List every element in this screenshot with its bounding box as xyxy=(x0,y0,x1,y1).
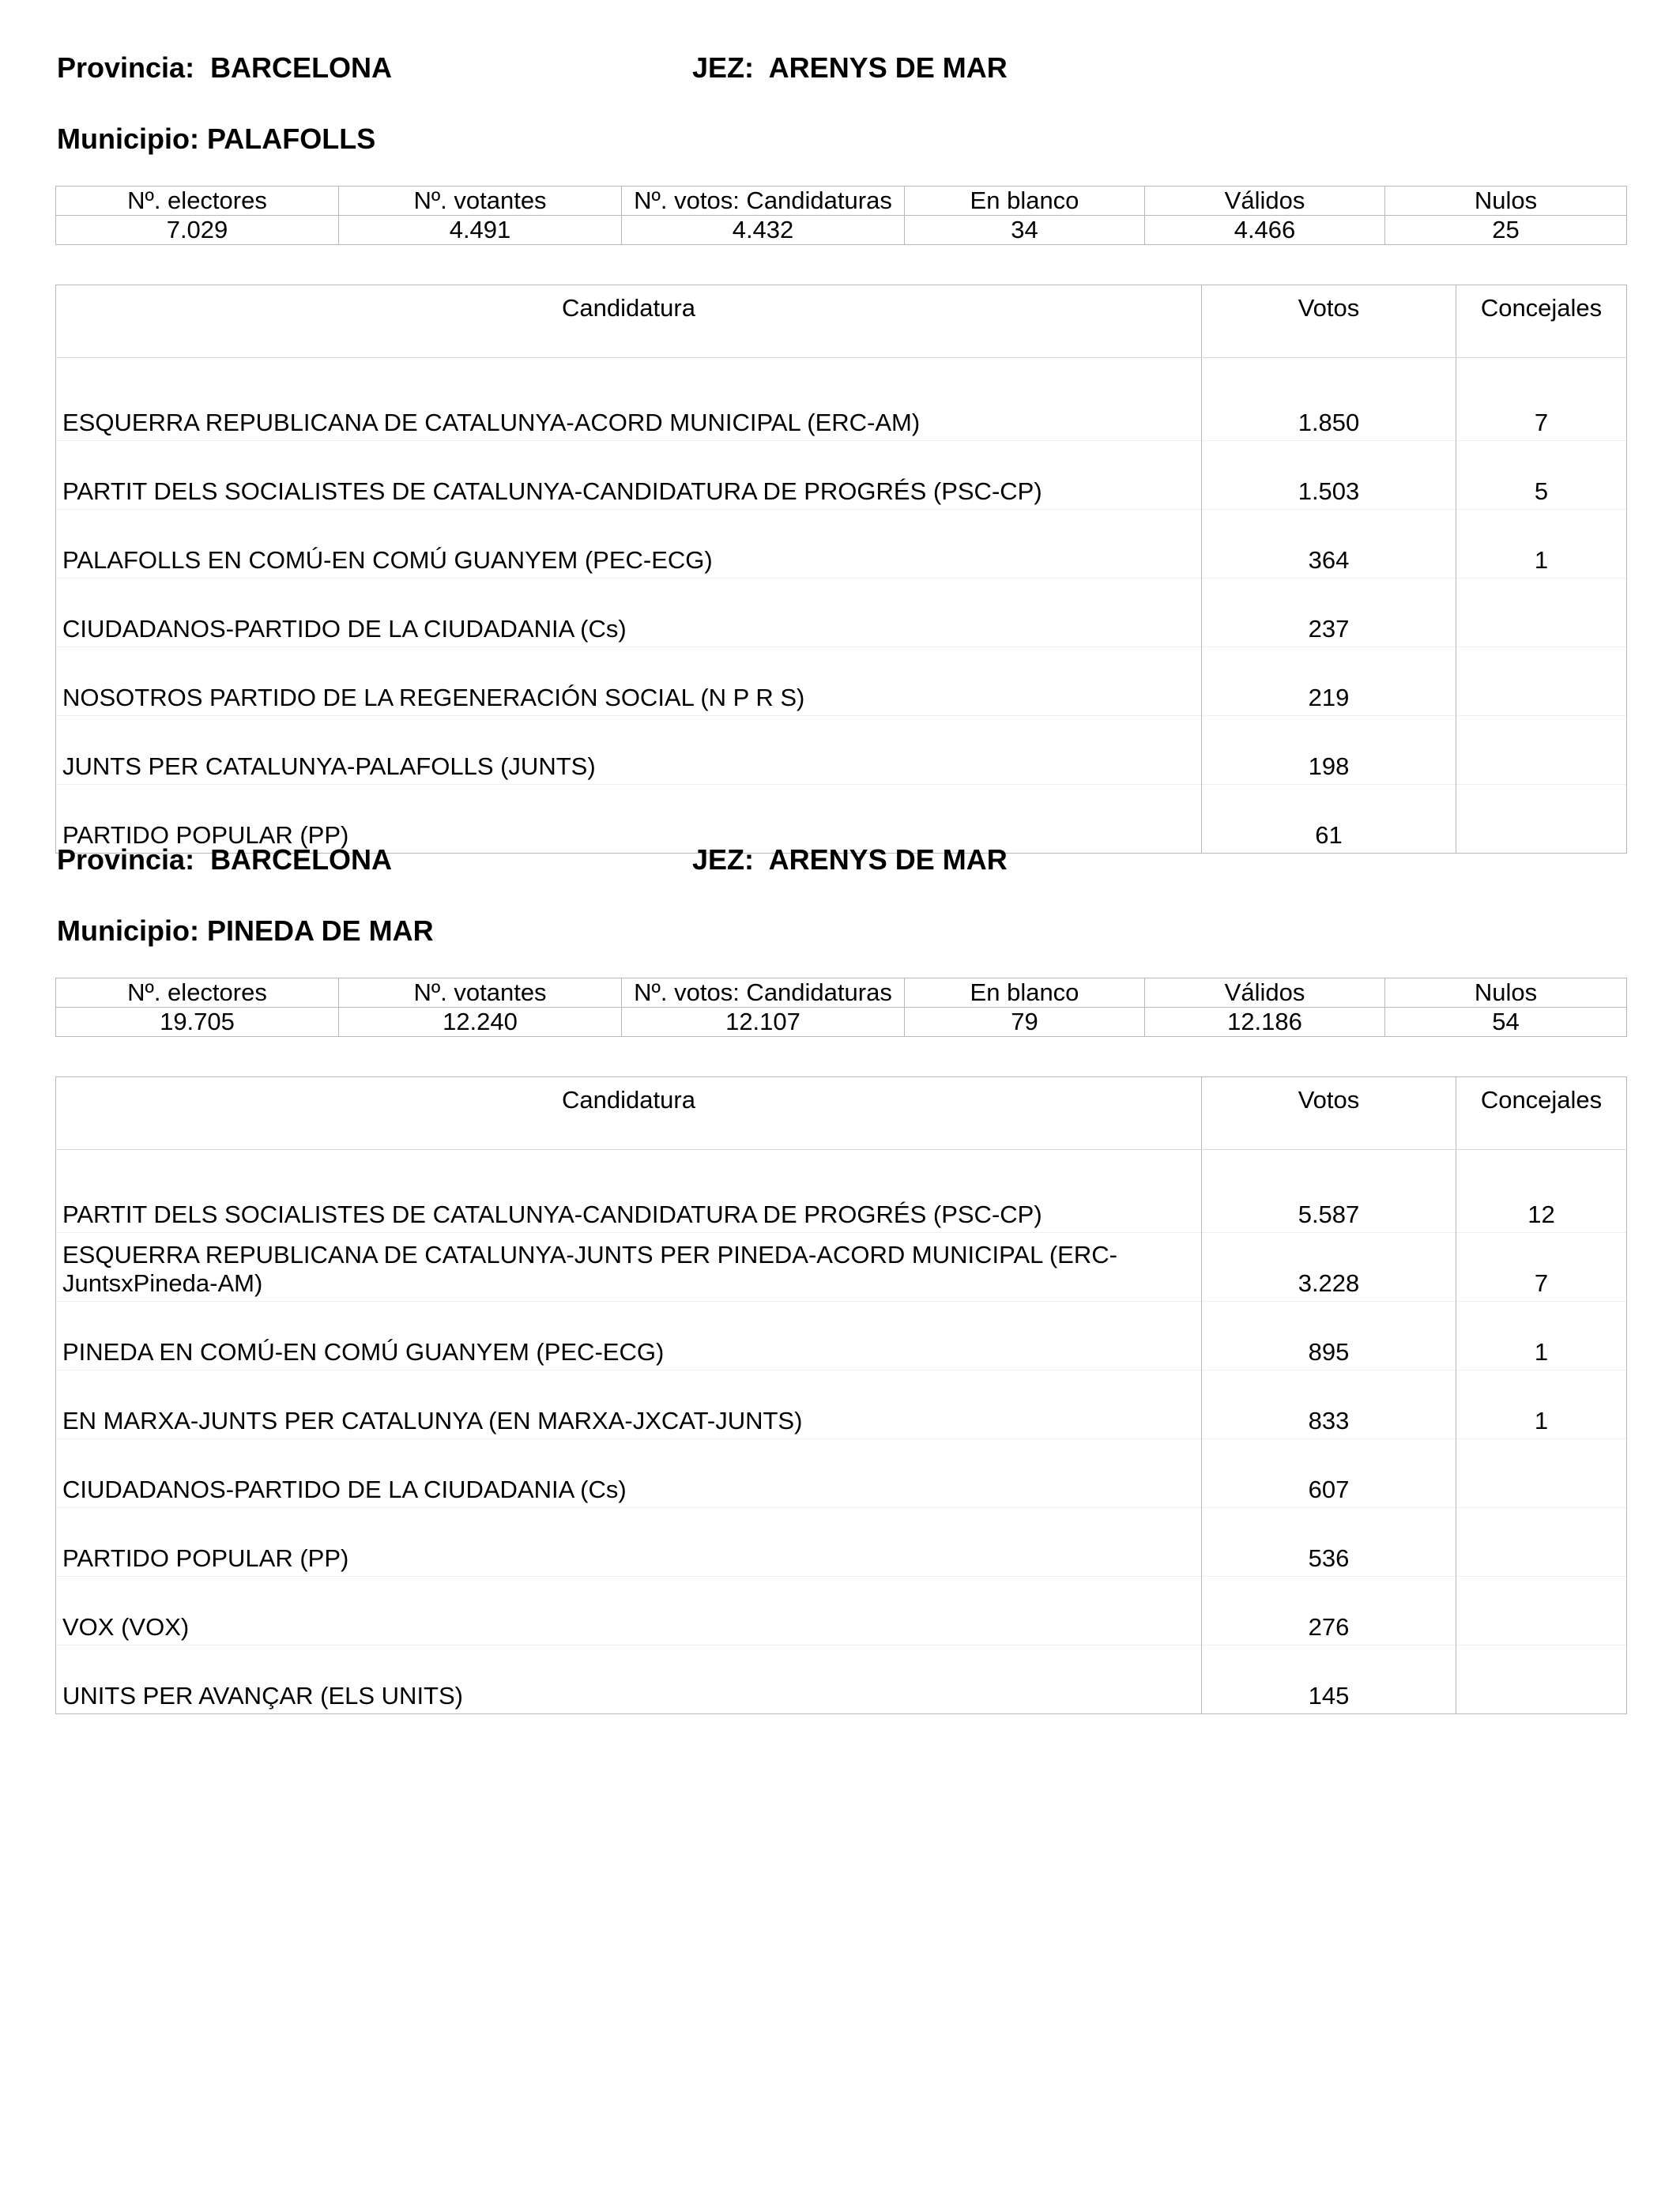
table-row xyxy=(56,358,1627,441)
table-row xyxy=(56,579,1627,647)
summary-header-en-blanco: En blanco xyxy=(905,978,1145,1008)
table-row xyxy=(56,510,1627,579)
summary-header-row xyxy=(56,187,1627,216)
jez-label: JEZ: ARENYS DE MAR xyxy=(692,51,1008,84)
summary-value-electores: 7.029 xyxy=(56,216,339,245)
section-palafolls xyxy=(55,0,1626,849)
table-row xyxy=(56,647,1627,716)
concejales-cell: 1 xyxy=(1456,1302,1627,1370)
concejales-cell: 1 xyxy=(1456,510,1627,579)
results-header-concejales: Concejales xyxy=(1456,285,1627,358)
summary-value-row xyxy=(56,1008,1627,1037)
summary-table xyxy=(55,186,1627,245)
votos-cell: 1.850 xyxy=(1202,358,1456,441)
candidatura-cell: EN MARXA-JUNTS PER CATALUNYA (EN MARXA-JXCAT-JUNTS) xyxy=(56,1370,1202,1439)
summary-value-en-blanco: 79 xyxy=(905,1008,1145,1037)
summary-value-votos-candidaturas: 12.107 xyxy=(622,1008,905,1037)
summary-table xyxy=(55,978,1627,1037)
candidatura-cell: PARTIDO POPULAR (PP) xyxy=(56,785,1202,854)
votos-cell: 237 xyxy=(1202,579,1456,647)
votos-cell: 276 xyxy=(1202,1577,1456,1646)
votos-cell: 219 xyxy=(1202,647,1456,716)
candidatura-cell: PALAFOLLS EN COMÚ-EN COMÚ GUANYEM (PEC-ECG) xyxy=(56,510,1202,579)
concejales-cell: 7 xyxy=(1456,1233,1627,1302)
votos-cell: 895 xyxy=(1202,1302,1456,1370)
candidatura-cell: PARTIT DELS SOCIALISTES DE CATALUNYA-CANDIDATURA DE PROGRÉS (PSC-CP) xyxy=(56,1150,1202,1233)
votos-cell: 145 xyxy=(1202,1646,1456,1714)
candidatura-cell: VOX (VOX) xyxy=(56,1577,1202,1646)
votos-cell: 364 xyxy=(1202,510,1456,579)
summary-header-votantes: Nº. votantes xyxy=(339,978,622,1008)
summary-value-votantes: 4.491 xyxy=(339,216,622,245)
section-pineda-de-mar xyxy=(55,792,1626,1710)
candidatura-cell: UNITS PER AVANÇAR (ELS UNITS) xyxy=(56,1646,1202,1714)
candidatura-cell: PINEDA EN COMÚ-EN COMÚ GUANYEM (PEC-ECG) xyxy=(56,1302,1202,1370)
concejales-cell xyxy=(1456,716,1627,785)
summary-value-votos-candidaturas: 4.432 xyxy=(622,216,905,245)
candidatura-cell: CIUDADANOS-PARTIDO DE LA CIUDADANIA (Cs) xyxy=(56,1439,1202,1508)
concejales-cell xyxy=(1456,1577,1627,1646)
concejales-cell xyxy=(1456,579,1627,647)
results-header-row xyxy=(56,1077,1627,1150)
results-header-candidatura: Candidatura xyxy=(56,1077,1202,1150)
concejales-cell: 5 xyxy=(1456,441,1627,510)
summary-value-en-blanco: 34 xyxy=(905,216,1145,245)
candidatura-cell: JUNTS PER CATALUNYA-PALAFOLLS (JUNTS) xyxy=(56,716,1202,785)
summary-header-nulos: Nulos xyxy=(1385,187,1627,216)
jez-label: JEZ: ARENYS DE MAR xyxy=(692,843,1008,876)
summary-value-row xyxy=(56,216,1627,245)
candidatura-cell: NOSOTROS PARTIDO DE LA REGENERACIÓN SOCIAL (N P R S) xyxy=(56,647,1202,716)
summary-header-validos: Válidos xyxy=(1145,187,1385,216)
summary-value-validos: 12.186 xyxy=(1145,1008,1385,1037)
candidatura-cell: ESQUERRA REPUBLICANA DE CATALUNYA-JUNTS PER PINEDA-ACORD MUNICIPAL (ERC-JuntsxPineda-AM) xyxy=(56,1233,1202,1302)
provincia-label: Provincia: BARCELONA xyxy=(57,51,393,84)
results-header-concejales: Concejales xyxy=(1456,1077,1627,1150)
summary-header-votantes: Nº. votantes xyxy=(339,187,622,216)
summary-value-electores: 19.705 xyxy=(56,1008,339,1037)
summary-value-nulos: 54 xyxy=(1385,1008,1627,1037)
votos-cell: 833 xyxy=(1202,1370,1456,1439)
concejales-cell xyxy=(1456,1508,1627,1577)
table-row xyxy=(56,1370,1627,1439)
table-row xyxy=(56,1439,1627,1508)
summary-header-votos-candidaturas: Nº. votos: Candidaturas xyxy=(622,187,905,216)
votos-cell: 61 xyxy=(1202,785,1456,854)
table-row xyxy=(56,1233,1627,1302)
summary-header-row xyxy=(56,978,1627,1008)
concejales-cell xyxy=(1456,1646,1627,1714)
results-table xyxy=(55,1076,1627,1714)
votos-cell: 198 xyxy=(1202,716,1456,785)
candidatura-cell: ESQUERRA REPUBLICANA DE CATALUNYA-ACORD MUNICIPAL (ERC-AM) xyxy=(56,358,1202,441)
votos-cell: 536 xyxy=(1202,1508,1456,1577)
votos-cell: 607 xyxy=(1202,1439,1456,1508)
table-row xyxy=(56,1646,1627,1714)
summary-header-votos-candidaturas: Nº. votos: Candidaturas xyxy=(622,978,905,1008)
candidatura-cell: PARTIT DELS SOCIALISTES DE CATALUNYA-CANDIDATURA DE PROGRÉS (PSC-CP) xyxy=(56,441,1202,510)
votos-cell: 5.587 xyxy=(1202,1150,1456,1233)
table-row xyxy=(56,1302,1627,1370)
votos-cell: 3.228 xyxy=(1202,1233,1456,1302)
summary-value-validos: 4.466 xyxy=(1145,216,1385,245)
candidatura-cell: CIUDADANOS-PARTIDO DE LA CIUDADANIA (Cs) xyxy=(56,579,1202,647)
municipio-label: Municipio: PINEDA DE MAR xyxy=(57,914,434,947)
summary-value-votantes: 12.240 xyxy=(339,1008,622,1037)
concejales-cell: 1 xyxy=(1456,1370,1627,1439)
results-header-votos: Votos xyxy=(1202,1077,1456,1150)
summary-header-validos: Válidos xyxy=(1145,978,1385,1008)
concejales-cell: 7 xyxy=(1456,358,1627,441)
candidatura-cell: PARTIDO POPULAR (PP) xyxy=(56,1508,1202,1577)
municipio-label: Municipio: PALAFOLLS xyxy=(57,123,376,155)
results-table xyxy=(55,285,1627,854)
table-row xyxy=(56,1577,1627,1646)
table-row xyxy=(56,716,1627,785)
concejales-cell: 12 xyxy=(1456,1150,1627,1233)
votos-cell: 1.503 xyxy=(1202,441,1456,510)
results-header-candidatura: Candidatura xyxy=(56,285,1202,358)
summary-header-electores: Nº. electores xyxy=(56,187,339,216)
summary-header-electores: Nº. electores xyxy=(56,978,339,1008)
summary-header-en-blanco: En blanco xyxy=(905,187,1145,216)
table-row xyxy=(56,441,1627,510)
summary-value-nulos: 25 xyxy=(1385,216,1627,245)
table-row xyxy=(56,1508,1627,1577)
results-header-row xyxy=(56,285,1627,358)
results-header-votos: Votos xyxy=(1202,285,1456,358)
summary-header-nulos: Nulos xyxy=(1385,978,1627,1008)
table-row xyxy=(56,1150,1627,1233)
concejales-cell xyxy=(1456,647,1627,716)
concejales-cell xyxy=(1456,1439,1627,1508)
provincia-label: Provincia: BARCELONA xyxy=(57,843,393,876)
